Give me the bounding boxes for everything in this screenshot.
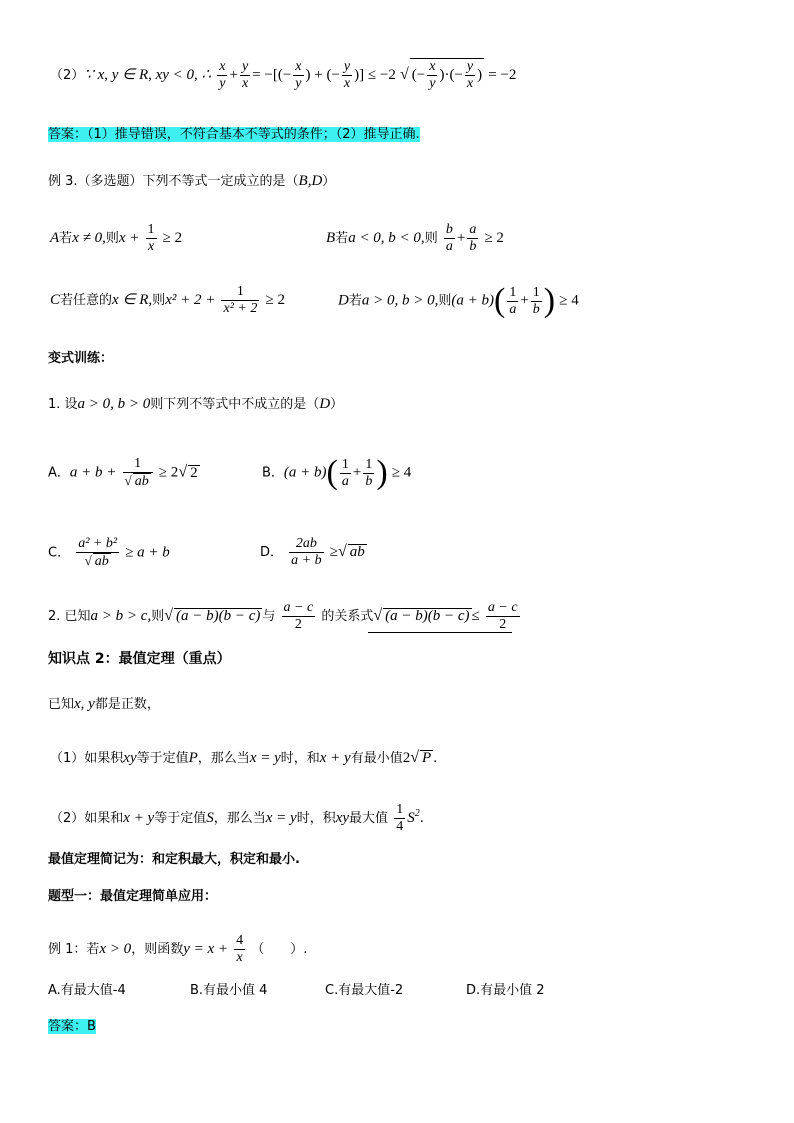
- example-3-option-c: C若任意的x ∈ R,则x² + 2 + $\frac{1}{\text{x² + 2}}$ ≥ 2: [50, 284, 285, 316]
- type-1-heading: 题型一：最值定理简单应用：: [48, 889, 218, 904]
- question-1: 1. 设a > 0, b > 0则下列不等式中不成立的是（D）: [48, 396, 344, 412]
- example-3-option-b: B若a < 0, b < 0,则 $\frac{b}{a}$ + $\frac{a}{b}$ ≥ 2: [326, 222, 504, 254]
- question-1-answer: D: [319, 396, 331, 412]
- question-2: 2. 已知a > b > c,则√ (a − b)(b − c) 与 $\frac{a - c}{2}$ 的关系式√ (a − b)(b − c) ≤ $\frac{a - c}{2}$: [48, 600, 518, 632]
- question-1-option-b: B．(a + b)( $\frac{1}{a}$ + $\frac{1}{b}$ ) ≥ 4: [262, 454, 412, 491]
- option-c: C.有最大值-2: [325, 983, 404, 998]
- example-3-option-d: D若a > 0, b > 0,则(a + b)( $\frac{1}{a}$ + $\frac{1}{b}$ ) ≥ 4: [338, 282, 579, 319]
- answer-2: 答案：B: [48, 1019, 96, 1034]
- sqrt-expression: (− $\frac{x}{y}$ )·(− $\frac{y}{x}$ ): [411, 59, 483, 91]
- given-statement: 已知x, y都是正数，: [48, 696, 160, 712]
- question-1-option-a: A．a + b + $\frac{1}{√ ab}$ ≥ 2√ 2: [48, 456, 198, 489]
- answer-underline: [368, 632, 512, 633]
- theorem-memo: 最值定理简记为：和定积最大，积定和最小.: [48, 852, 300, 867]
- option-a: A.有最大值-4: [48, 983, 126, 998]
- proof-condition: ∵ x, y ∈ R, xy < 0, ∴: [84, 67, 212, 83]
- question-1-option-d: D． $\frac{2ab}{a + b}$ ≥√ ab: [260, 536, 365, 568]
- example-3-title: 例 3.（多选题）下列不等式一定成立的是（B,D）: [48, 173, 336, 189]
- example-3-option-a: A若x ≠ 0,则x + $\frac{1}{x}$ ≥ 2: [50, 222, 183, 254]
- theorem-part-2: （2）如果和x + y等于定值S，那么当x = y时，积xy最大值 $\frac{1}{4}$ $S^2$.: [50, 802, 424, 834]
- option-b: B.有最小值 4: [190, 983, 268, 998]
- example-3-answer: B,D: [298, 173, 323, 189]
- proof-line-2: （2）∵ x, y ∈ R, xy < 0, ∴ $\frac{x}{y}$ + $\frac{y}{x}$ = −[(− $\frac{x}{y}$ ) + (− $\frac{y}{x}$ )] ≤ −2 √ (− $\frac{x}{y}$ )·(− $\frac{y}{x}$ ) = −2: [50, 59, 517, 91]
- answer-1: 答案：（1）推导错误，不符合基本不等式的条件；（2）推导正确.: [48, 127, 420, 142]
- variant-training-heading: 变式训练：: [48, 351, 114, 366]
- fraction-y-over-x: $\frac{y}{x}$: [241, 59, 249, 91]
- example-1: 例 1：若x > 0，则函数y = x + $\frac{4}{x}$ （ ）.: [48, 933, 308, 965]
- theorem-part-1: （1）如果积xy等于定值P，那么当x = y时，和x + y有最小值2√ P .: [50, 749, 438, 766]
- option-d: D.有最小值 2: [466, 983, 545, 998]
- question-1-option-c: C． $\frac{\text{a² + b²}}{√ ab}$ ≥ a + b: [48, 536, 170, 569]
- knowledge-point-2-heading: 知识点 2：最值定理（重点）: [48, 651, 231, 667]
- fraction-x-over-y: $\frac{x}{y}$: [219, 59, 226, 91]
